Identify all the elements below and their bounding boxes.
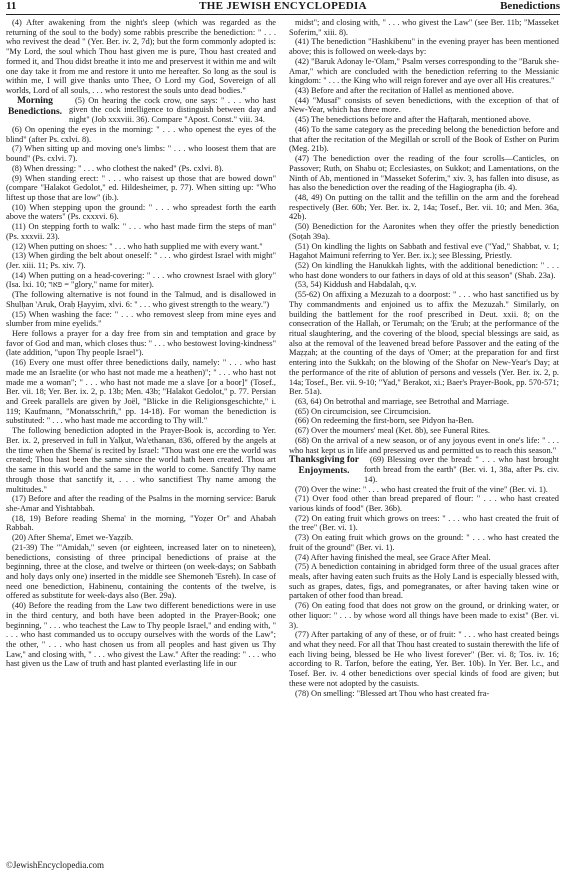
paragraph: (13) When girding the belt about oneself: " . . . who girdest Israel with might" (Jer. xiii. 11; Ps. xiv. 7). [6,251,276,270]
paragraph: (51) On kindling the lights on Sabbath and festival eve ("Yad," Shabbat, v. 1; Hagahot Maimuni referring to Yer. Ber. ix.); see Blessing, Priestly. [289,241,559,261]
paragraph: (72) On eating fruit which grows on trees: " . . . who hast created the fruit of the tree" (Ber. vi. 1). [289,513,559,533]
paragraph: (74) After having finished the meal, see Grace After Meal. [295,552,491,562]
paragraph: (70) Over the wine: " . . . who hast created the fruit of the vine" (Ber. vi. 1). [295,484,548,494]
running-title: THE JEWISH ENCYCLOPEDIA [199,0,367,12]
paragraph: (7) When sitting up and moving one's limbs: " . . . who loosest them that are bound" (Ps. cxlvi. 7). [6,144,276,164]
paragraph: (73) On eating fruit which grows on the ground: " . . . who hast created the fruit of the ground" (Ber. vi. 1). [289,533,559,552]
sidenote-morning-benedictions: Morning Benedictions. [7,95,63,117]
paragraph: (5) On hearing the cock crow, one says: " . . . who hast given the cock intelligence to distinguish between day and night" (Job xxxviii. 36). Compare "Apost. Const." viii. 34. [69,95,276,125]
paragraph: (42) "Baruk Adonay le-'Olam," Psalm verses corresponding to the "Baruk she-Amar," which are concluded with the benediction referring to the Messianic kingdom: " . . . the King who will reign forever and aye over all His creatures." [289,56,559,86]
page-header [6,0,560,13]
paragraph: (12) When putting on shoes: " . . . who hath supplied me with every want." [12,241,263,251]
paragraph: (44) "Musaf" consists of seven benedictions, with the exception of that of New-Year, which has three more. [289,95,559,115]
paragraph: (20) After Shema', Emet we-Yaẓẓib. [12,533,134,543]
paragraph: (66) On redeeming the first-born, see Pidyon ha-Ben. [295,416,474,426]
left-column [6,18,276,856]
paragraph: (9) When standing erect: " . . . who raisest up those that are bowed down" (compare "Halakot Gedolot," ed. Hildesheimer, p. 77). When sitting up: "Who liftest up those that are low" (ib.). [6,173,276,202]
page-number: 11 [6,0,17,12]
paragraph: (18, 19) Before reading Shema' in the morning, "Yoẓer Or" and Ahabah Rabbah. [6,513,276,533]
copyright-footer[interactable]: ©JewishEncyclopedia.com [6,860,105,870]
header-rule [6,14,560,15]
paragraph: The following benediction adopted in the Prayer-Book is, according to Yer. Ber. ix. 2, preserved in full in Yalḳut, Wa'ethanan, 836, offered by the angels at the time when the Shema' is recited by Israel: "Thou wast one ere the world was created; Thou hast been the same since the world hath been created. Thou art the same in this world and the same in the world to come. Sanctify Thy name through those that sanctify it, . . . who sanctifiest Thy name among the multitudes." [6,426,276,494]
section-title: Benedictions [500,0,560,12]
paragraph: (6) On opening the eyes in the morning: " . . . who openest the eyes of the blind" (after Ps. cxlvi. 8). [6,124,276,144]
paragraph: (52) On kindling the Hanukkah lights, with the additional benediction: " . . . who hast done wonders to our fathers in days of old at this season" (Shab. 23a). [289,260,559,280]
paragraph: (41) The benediction "Hashkibenu" in the evening prayer has been mentioned above; this is followed on week-days by: [289,37,559,57]
paragraph: (68) On the arrival of a new season, or of any joyous event in one's life: " . . . who hast kept us in life and preserved us and permitted us to reach this season." [289,435,559,455]
paragraph: (15) When washing the face: " . . . who removest sleep from mine eyes and slumber from mine eyelids." [6,309,276,329]
paragraph: (76) On eating food that does not grow on the ground, or drinking water, or other liquor: " . . . by whose word all things have been made to exist" (Ber. vi. 3). [289,601,559,630]
paragraph: (67) Over the mourners' meal (Ket. 8b), see Funeral Rites. [295,426,491,436]
paragraph: (48, 49) On putting on the tallit and the tefillin on the arm and the forehead respectively (Ber. 60b; Yer. Ber. ix. 2, 14a; Tosef., Ber. vii. 10; and Men. 36a, 42b). [289,192,559,222]
right-column [289,18,559,856]
paragraph: (14) When putting on a head-covering: " . . . who crownest Israel with glory" (Isa. lxi. 10; פאר = "glory," name for miter). [6,270,276,290]
paragraph: (63, 64) On betrothal and marriage, see Betrothal and Marriage. [295,397,509,407]
paragraph: (77) After partaking of any of these, or of fruit: " . . . who hast created beings and what they need. For all that Thou hast created to sustain therewith the life of each living being, blessed be He who livest forever" (Ber. vi. 8; Tos. iv. 16; according to R. Tarfon, before the eating, Yer. Ber. 10b). In Yer. Ber. l.c., and Tosef. Ber. iv. 4 other benedictions over special kinds of food are given; but these were not adopted by the casuists. [289,630,559,688]
paragraph: Here follows a prayer for a day free from sin and temptation and grace by favor of God and man, which closes thus: " . . . who bestowest loving-kindness" (late addition, "upon Thy people Israel"). [6,329,276,358]
paragraph: (65) On circumcision, see Circumcision. [295,406,431,416]
paragraph: (71) Over food other than bread prepared of flour: " . . . who hast created various kinds of food" (Ber. 36b). [289,494,559,513]
paragraph: (75) A benediction containing in abridged form three of the usual graces after meals, after having eaten such fruits as the Holy Land is especially blessed with, such as grapes, dates, figs, and pomegranates, or after having taken wine or partaken of other food than bread. [289,562,559,601]
paragraph: (55-62) On affixing a Mezuzah to a doorpost: " . . . who hast sanctified us by Thy commandments and enjoined us to affix the Mezuzah." Similarly, on building the battlement for the roof prescribed in Deut. xxii. 8; on the consecration of the Hallah, or Terumah; on the 'Erub; at the performance of the ritual slaughtering, and the covering of the blood, special blessings are said, as also at the removal of the leavened bread before Passover and the eating of the Maẓẓah; at the counting of the days of 'Omer; at the preparation for and first entering into the Sukkah; on the blowing of the Shofar on New-Year's Day; at the performance of the rite of ablution of persons and vessels (Yer. Ber. ix. 2, p. 14a; Tosef., Ber. vii. 9-10; "Yad," Berakot, xi.; Baer's Prayer-Book, pp. 570-571; Ber. 51a). [289,290,559,397]
paragraph: midst"; and closing with, " . . . who givest the Law" (see Ber. 11b; "Masseket Soferim," xiii. 8). [289,18,559,37]
paragraph: (50) Benediction for the Aaronites when they offer the priestly benediction (Soṭah 39a). [289,222,559,241]
paragraph: (21-39) The "'Amidah," seven (or eighteen, increased later on to nineteen), benedictions, consisting of three principal benedictions of praise at the beginning, three at the close, and twelve or thirteen (on week-days; on Sabbath and holy days only one) inserted in the middle see Shemoneh 'Esreh). In case of need one benediction, Habinenu, containing the contents of the twelve, is offered as substitute for week-days also (Ber. 29a). [6,542,276,601]
paragraph: (45) The benedictions before and after the Hafṭarah, mentioned above. [295,115,531,125]
paragraph: (4) After awakening from the night's sleep (which was regarded as the returning of the soul to the body) some rabbis prescribe the benediction: " . . . who revivest the dead " (Yer. Ber. iv. 2, 7d); but the form commonly adopted is: "My Lord, the soul which Thou hast given me is pure, Thou hast created and formed it, and Thou didst breathe it into me and preservest it within me and wilt one day take it from me and restore it unto me hereafter. So long as the soul is within me, I will give thanks unto Thee, O Lord my God, Sovereign of all worlds, Lord of all souls, . . . who restorest the souls unto dead bodies." [6,18,276,96]
paragraph: (53, 54) Kiddush and Habdalah, q.v. [295,280,417,290]
paragraph: (10) When stepping upon the ground: " . . . who spreadest forth the earth above the waters" (Ps. cxxxvi. 6). [6,202,276,222]
paragraph: (43) Before and after the recitation of Hallel as mentioned above. [295,86,514,96]
paragraph: (78) On smelling: "Blessed art Thou who hast created fra- [295,688,490,698]
paragraph: (47) The benediction over the reading of the four scrolls—Canticles, on Passover; Ruth, on Shabu ot; Ecclesiastes, on Sukkot; and Lamentations, on the Ninth of Ab, mentioned in "Masseket Soferim," xiv. 3, has fallen into disuse, as has also the benediction over the reading of the Hagiographa (ib. 4). [289,154,559,193]
paragraph: (8) When dressing: " . . . who clothest the naked" (Ps. cxlvi. 8). [12,163,224,173]
paragraph: (The following alternative is not found in the Talmud, and is disallowed in Shulḥan 'Aruk, Oraḥ Ḥayyim, xlvi. 6: " . . . who givest strength to the weary.") [6,290,276,309]
paragraph: (40) Before the reading from the Law two different benedictions were in use in the third century, and both have been adopted in the Prayer-Book; one beginning, " . . . who teachest the Law to Thy people Israel," and ending with, " . . . who hast commanded us to occupy ourselves with the words of the Law"; the other, " . . . who hast chosen us from all peoples and hast given us Thy Law," and closing with, " . . . who givest the Law." After the reading: " . . . who hast given us the Law of truth and hast planted everlasting life in our [6,601,276,669]
paragraph: (16) Every one must offer three benedictions daily, namely: " . . . who hast made me an Israelite (or who hast not made me a heathen)"; " . . . who hast not made me a woman"; " . . . who hast not made me a slave [or a boor]" (Tosef., Ber. vii. 18; Yer. Ber. ix. 2, p. 13b; Men. 43b; "Halakot Gedolot," p. 77. Persian and Greek parallels are given by Joël, "Blicke in die Religionsgeschichte," i. 119; Kaufmann, "Monatsschrift," pp. 14-18). For woman the benediction is substituted: " . . . who hast made me according to Thy will." [6,358,276,426]
paragraph: (46) To the same category as the preceding belong the benediction before and that after the recitation of the Megillah or scroll of the Book of Esther on Purim (Meg. 21b). [289,124,559,154]
paragraph: (69) Blessing over the bread: " . . . who hast brought forth bread from the earth" (Ber. vi. 1, 38a, after Ps. civ. 14). [364,455,559,484]
sidenote-thanksgiving-for-enjoyments: Thanksgiving for Enjoyments. [289,455,359,477]
paragraph: (17) Before and after the reading of the Psalms in the morning service: Baruk she-Amar and Yishtabbah. [6,494,276,513]
paragraph: (11) On stepping forth to walk: " . . . who hast made firm the steps of man" (Ps. xxxvii. 23). [6,222,276,241]
